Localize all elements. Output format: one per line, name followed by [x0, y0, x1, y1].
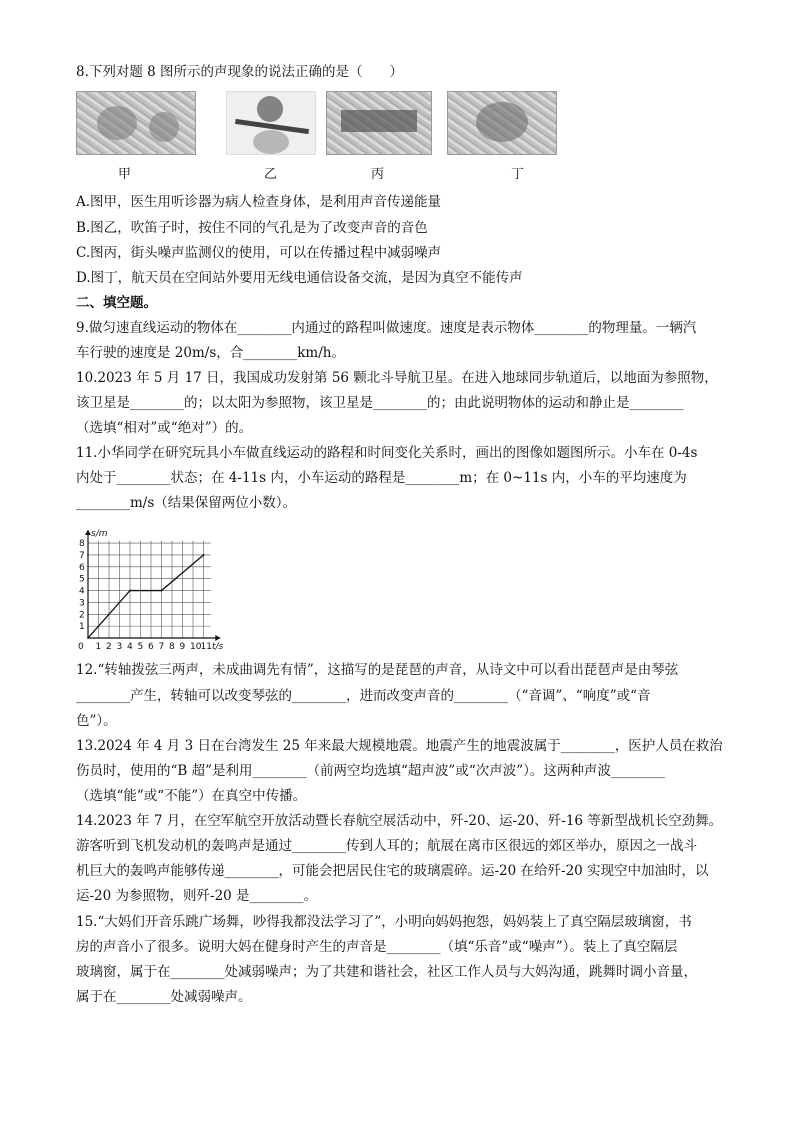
q14-line-3: 机巨大的轰鸣声能够传递________，可能会把居民住宅的玻璃震碎。运-20 在给歼-20 实现空中加油时，以 — [76, 863, 709, 879]
x-tick-label: 4 — [127, 642, 133, 652]
q14-line-2: 游客听到飞机发动机的轰鸣声是通过________传到人耳的；航展在离市区很远的郊区举办，原因之一战斗 — [76, 838, 697, 854]
series-line — [88, 555, 204, 638]
q12-line-1: 12.“转轴拨弦三两声，未成曲调先有情”，这描写的是琵琶的声音，从诗文中可以看出琵琶声是由琴弦 — [76, 662, 679, 678]
q15-line-4: 属于在________处减弱噪声。 — [76, 989, 252, 1005]
flute-player-photo — [226, 91, 316, 155]
x-tick-label: 2 — [106, 642, 112, 652]
x-tick-label: 8 — [169, 642, 175, 652]
image-label-bing: 丙 — [371, 167, 385, 182]
q9-line-2: 车行驶的速度是 20m/s，合________km/h。 — [76, 345, 345, 361]
image-label-jia: 甲 — [118, 167, 132, 182]
data-point — [87, 637, 89, 639]
q15-line-3: 玻璃窗，属于在________处减弱噪声；为了共建和谐社会，社区工作人员与大妈沟通，跳舞时调小音量， — [76, 964, 697, 980]
x-tick-label: 6 — [148, 642, 154, 652]
q14-line-4: 运-20 为参照物，则歼-20 是________。 — [76, 888, 318, 904]
q8-option-c: C.图丙，街头噪声监测仪的使用，可以在传播过程中减弱噪声 — [76, 245, 442, 261]
graph-axes — [85, 530, 220, 641]
stethoscope-photo — [76, 91, 196, 155]
x-tick-label: 9 — [179, 642, 186, 652]
y-axis-label: s/m — [91, 529, 108, 540]
x-tick-label: 7 — [158, 642, 165, 652]
y-tick-label: 6 — [79, 562, 85, 573]
y-tick-label: 7 — [79, 550, 85, 561]
graph-grid — [88, 541, 211, 638]
y-tick-label: 2 — [79, 610, 85, 621]
q8-option-a: A.图甲，医生用听诊器为病人检查身体，是利用声音传递能量 — [76, 194, 442, 210]
x-tick-label: 3 — [116, 642, 123, 652]
astronaut-photo — [447, 91, 557, 155]
x-axis-label: t/s — [212, 642, 224, 652]
data-point — [203, 554, 205, 556]
q12-line-3: 色”）。 — [76, 713, 117, 729]
q10-line-3: （选填“相对”或“绝对”）的。 — [76, 420, 253, 436]
graph-tick-labels — [78, 539, 212, 652]
q12-line-2: ________产生，转轴可以改变琴弦的________，进而改变声音的________（“音调”、“响度”或“音 — [76, 688, 651, 704]
q9-line-1: 9.做匀速直线运动的物体在________内通过的路程叫做速度。速度是表示物体________的物理量。一辆汽 — [76, 320, 697, 336]
y-tick-label: 1 — [79, 622, 85, 633]
y-tick-label: 8 — [79, 539, 85, 550]
q13-line-1: 13.2024 年 4 月 3 日在台湾发生 25 年来最大规模地震。地震产生的地震波属于________，医护人员在救治 — [76, 738, 723, 754]
x-tick-label: 1 — [95, 642, 102, 652]
q11-line-3: ________m/s（结果保留两位小数）。 — [76, 495, 297, 511]
q8-option-b: B.图乙，吹笛子时，按住不同的气孔是为了改变声音的音色 — [76, 220, 428, 236]
distance-time-graph — [76, 520, 244, 652]
q14-line-1: 14.2023 年 7 月，在空军航空开放活动暨长春航空展活动中，歼-20、运-20、歼-16 等新型战机长空劲舞。 — [76, 813, 723, 829]
q10-line-1: 10.2023 年 5 月 17 日，我国成功发射第 56 颗北斗导航卫星。在进入地球同步轨道后，以地面为参照物， — [76, 370, 718, 386]
x-tick-label: 11 — [200, 642, 212, 652]
x-axis-arrow — [215, 635, 220, 641]
data-point — [129, 590, 131, 592]
q15-line-1: 15.“大妈们开音乐跳广场舞，吵得我都没法学习了”，小明向妈妈抱怨，妈妈装上了真空隔层玻璃窗，书 — [76, 914, 692, 930]
q13-line-2: 伤员时，使用的“B 超”是利用________（前两空均选填“超声波”或“次声波”）。这两种声波________ — [76, 763, 665, 779]
data-point — [161, 590, 163, 592]
y-tick-label: 4 — [79, 586, 85, 597]
q13-line-3: （选填“能”或“不能”）在真空中传播。 — [76, 788, 307, 804]
q11-line-2: 内处于________状态；在 4-11s 内，小车运动的路程是________m；在 0~11s 内，小车的平均速度为 — [76, 470, 687, 486]
q10-line-2: 该卫星是________的；以太阳为参照物，该卫星是________的；由此说明物体的运动和静止是________ — [76, 395, 684, 411]
section-title: 二、填空题。 — [76, 295, 157, 311]
x-tick-label: 10 — [190, 642, 202, 652]
y-tick-label: 5 — [79, 574, 85, 585]
q8-option-d: D.图丁，航天员在空间站外要用无线电通信设备交流，是因为真空不能传声 — [76, 270, 523, 286]
image-label-yi: 乙 — [264, 167, 278, 182]
q11-line-1: 11.小华同学在研究玩具小车做直线运动的路程和时间变化关系时，画出的图像如题图所示。小车在 0-4s — [76, 445, 698, 461]
x-tick-label: 0 — [78, 642, 84, 652]
noise-monitor-photo — [326, 91, 432, 155]
q15-line-2: 房的声音小了很多。说明大妈在健身时产生的声音是________（填“乐音”或“噪声”）。装上了真空隔层 — [76, 939, 678, 955]
y-tick-label: 3 — [79, 598, 85, 609]
q8-stem: 8.下列对题 8 图所示的声现象的说法正确的是（ ） — [76, 64, 404, 80]
image-label-ding: 丁 — [511, 167, 525, 182]
x-tick-label: 5 — [137, 642, 144, 652]
